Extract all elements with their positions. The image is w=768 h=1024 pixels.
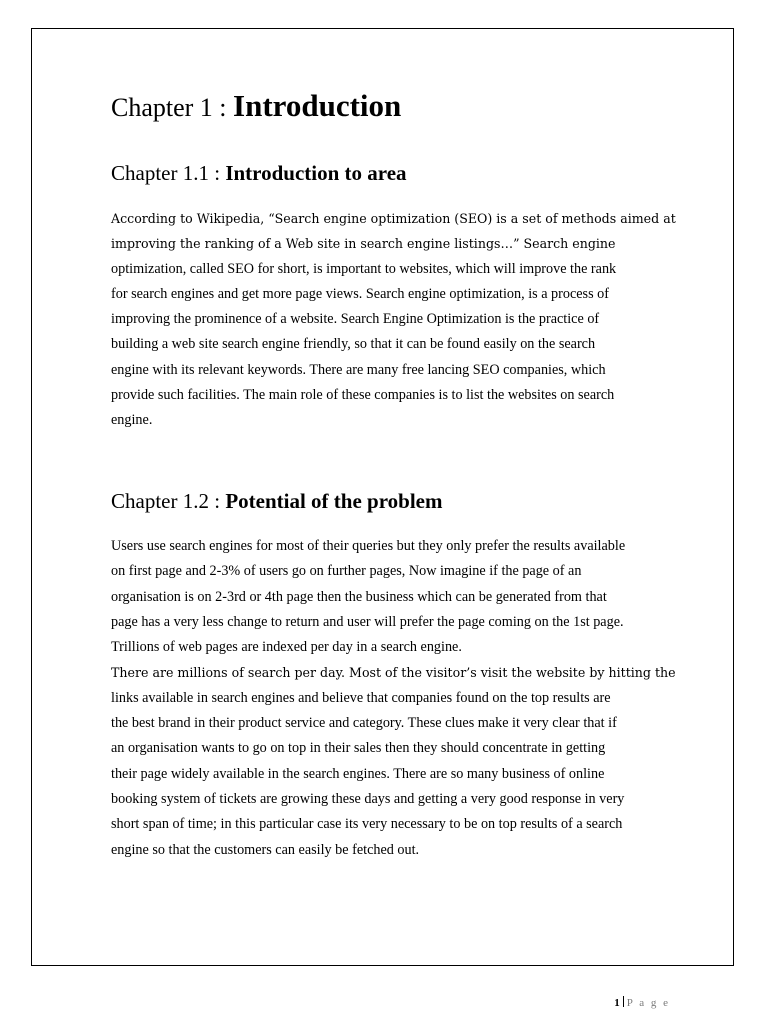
footer-separator bbox=[623, 996, 624, 1007]
paragraph-line: for search engines and get more page views. Search engine optimization, is a process of bbox=[111, 285, 609, 302]
chapter-prefix: Chapter 1 : bbox=[111, 93, 234, 122]
paragraph-line: short span of time; in this particular case its very necessary to be on top results of a search bbox=[111, 816, 623, 833]
section-1-1-prefix: Chapter 1.1 : bbox=[111, 161, 226, 185]
paragraph-line: building a web site search engine friendly, so that it can be found easily on the search bbox=[111, 336, 596, 353]
paragraph-line: engine with its relevant keywords. There are many free lancing SEO companies, which bbox=[111, 361, 606, 378]
section-1-1-paragraph bbox=[111, 206, 677, 434]
paragraph-line: Trillions of web pages are indexed per day in a search engine. bbox=[111, 639, 462, 656]
paragraph-line: improving the prominence of a website. Search Engine Optimization is the practice of bbox=[111, 311, 600, 328]
paragraph-line: booking system of tickets are growing these days and getting a very good response in very bbox=[111, 790, 625, 807]
paragraph-line: There are millions of search per day. Most of the visitor’s visit the website by hitting the bbox=[111, 665, 676, 681]
paragraph-line: the best brand in their product service and category. These clues make it very clear that if bbox=[111, 715, 617, 732]
section-1-2-prefix: Chapter 1.2 : bbox=[111, 489, 226, 513]
section-1-2-title: Potential of the problem bbox=[225, 489, 443, 513]
paragraph-line: improving the ranking of a Web site in search engine listings…” Search engine bbox=[111, 236, 616, 252]
paragraph-line: provide such facilities. The main role of these companies is to list the websites on search bbox=[111, 387, 615, 404]
page-footer bbox=[614, 996, 670, 1010]
paragraph-line: engine. bbox=[111, 412, 153, 429]
paragraph-line: an organisation wants to go on top in their sales then they should concentrate in getting bbox=[111, 740, 606, 757]
paragraph-line: their page widely available in the search engines. There are so many business of online bbox=[111, 765, 605, 782]
paragraph-line: links available in search engines and believe that companies found on the top results are bbox=[111, 689, 611, 706]
page-label: P a g e bbox=[626, 997, 670, 1009]
paragraph-line: on first page and 2-3% of users go on further pages, Now imagine if the page of an bbox=[111, 563, 582, 580]
paragraph-line: engine so that the customers can easily be fetched out. bbox=[111, 841, 420, 858]
section-1-1-heading bbox=[111, 158, 407, 188]
page-number: 1 bbox=[614, 997, 620, 1009]
section-1-2-paragraph bbox=[111, 534, 677, 863]
section-1-1-title: Introduction to area bbox=[225, 161, 407, 185]
section-1-2-heading bbox=[111, 486, 442, 516]
paragraph-line: optimization, called SEO for short, is important to websites, which will improve the rank bbox=[111, 260, 617, 277]
paragraph-line: page has a very less change to return and user will prefer the page coming on the 1st page. bbox=[111, 613, 624, 630]
chapter-name: Introduction bbox=[233, 88, 402, 123]
paragraph-line: organisation is on 2-3rd or 4th page then the business which can be generated from that bbox=[111, 588, 607, 605]
paragraph-line: According to Wikipedia, “Search engine optimization (SEO) is a set of methods aimed at bbox=[111, 211, 676, 226]
paragraph-line: Users use search engines for most of their queries but they only prefer the results available bbox=[111, 538, 626, 554]
chapter-title bbox=[111, 86, 401, 128]
